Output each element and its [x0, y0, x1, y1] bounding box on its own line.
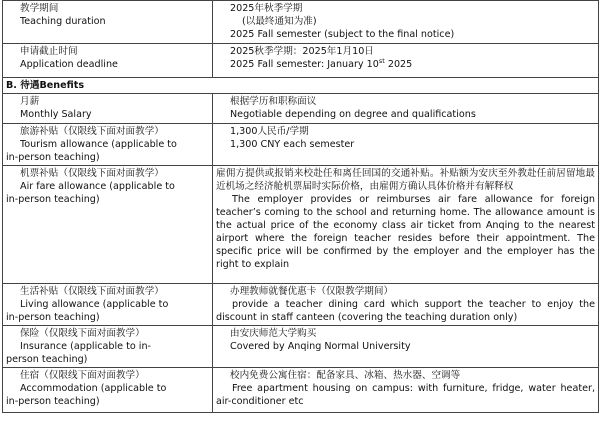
section-header-cell [3, 78, 599, 94]
row-application-deadline [3, 44, 599, 78]
value-zh: 2025年秋季学期 [230, 3, 303, 14]
label-zh: 教学期间 [20, 3, 59, 14]
value-en: 1,300 CNY each semester [230, 139, 355, 150]
value-note-zh: (以最终通知为准) [242, 16, 317, 27]
row-air-fare-allowance [3, 166, 599, 284]
label-cell [3, 326, 213, 368]
row-insurance [3, 326, 599, 368]
label-cell [3, 94, 213, 124]
value-zh: 雇佣方提供或报销来校赴任和离任回国的交通补贴。补贴额为安庆至外教赴任前居留地最近机场之经济舱机票届时实际价格，由雇佣方确认具体价格并有解释权 [216, 168, 595, 192]
value-en-suffix: 2025 [384, 59, 413, 70]
value-cell [213, 166, 599, 284]
label-en: Teaching duration [20, 16, 106, 27]
label-en-line1: Insurance (applicable to in- [20, 341, 152, 352]
label-zh: 生活补贴（仅限线下面对面教学） [20, 286, 164, 297]
value-en: The employer provides or reimburses air fare allowance for foreign teacher’s coming to the school and returning home. The allowance amount is the actual price of the economy class air ticket from Anqing to the nearest airport where the foreign teacher resides before their appointment. The specific price will be confirmed by the employer and the employer has the right to explain [216, 194, 595, 270]
row-monthly-salary [3, 94, 599, 124]
row-living-allowance [3, 284, 599, 326]
row-teaching-duration [3, 1, 599, 44]
value-cell [213, 326, 599, 368]
label-en-line1: Tourism allowance (applicable to [20, 139, 177, 150]
label-en-line2: in-person teaching) [6, 152, 100, 163]
label-zh: 保险（仅限线下面对面教学） [20, 328, 145, 339]
row-tourism-allowance [3, 124, 599, 166]
value-zh: 根据学历和职称面议 [230, 96, 317, 107]
value-zh: 1,300人民币/学期 [230, 126, 309, 137]
row-accommodation [3, 368, 599, 413]
label-zh: 旅游补贴（仅限线下面对面教学） [20, 126, 164, 137]
label-en-line2: in-person teaching) [6, 194, 100, 205]
value-zh: 2025秋季学期：2025年1月10日 [230, 46, 374, 57]
label-zh: 申请截止时间 [20, 46, 78, 57]
value-en: Negotiable depending on degree and qualifications [230, 109, 476, 120]
label-en: Monthly Salary [20, 109, 92, 120]
label-zh: 机票补贴（仅限线下面对面教学） [20, 168, 164, 179]
value-en: Free apartment housing on campus: with furniture, fridge, water heater, air-conditioner etc [216, 383, 595, 407]
label-en-line1: Accommodation (applicable to [20, 383, 167, 394]
value-cell [213, 284, 599, 326]
label-zh: 住宿（仅限线下面对面教学） [20, 370, 145, 381]
value-zh: 办理教师就餐优惠卡（仅限教学期间） [230, 286, 394, 297]
value-en [216, 58, 595, 71]
value-cell [213, 94, 599, 124]
benefits-table [2, 0, 599, 413]
label-en-line1: Living allowance (applicable to [20, 299, 169, 310]
value-zh: 由安庆师范大学购买 [230, 328, 317, 339]
value-cell [213, 124, 599, 166]
value-cell [213, 1, 599, 44]
label-cell [3, 368, 213, 413]
label-en-line2: in-person teaching) [6, 312, 100, 323]
row-benefits-header [3, 78, 599, 94]
ordinal-suffix: st [378, 56, 385, 65]
label-cell [3, 44, 213, 78]
label-cell [3, 166, 213, 284]
label-en: Application deadline [20, 59, 118, 70]
label-cell [3, 284, 213, 326]
section-title: B. 待遇Benefits [6, 80, 85, 91]
label-en-line2: person teaching) [6, 354, 88, 365]
label-cell [3, 124, 213, 166]
value-cell [213, 368, 599, 413]
value-en: provide a teacher dining card which support the teacher to enjoy the discount in staff canteen (covering the teaching duration only) [216, 299, 595, 323]
value-cell [213, 44, 599, 78]
label-zh: 月薪 [20, 96, 40, 107]
value-zh: 校内免费公寓住宿：配备家具、冰箱、热水器、空调等 [230, 370, 461, 381]
label-en-line2: in-person teaching) [6, 396, 100, 407]
value-en: Covered by Anqing Normal University [230, 341, 411, 352]
value-en-prefix: 2025 Fall semester: January 10 [230, 59, 379, 70]
label-en-line1: Air fare allowance (applicable to [20, 181, 175, 192]
label-cell [3, 1, 213, 44]
value-en: 2025 Fall semester (subject to the final notice) [230, 29, 455, 40]
